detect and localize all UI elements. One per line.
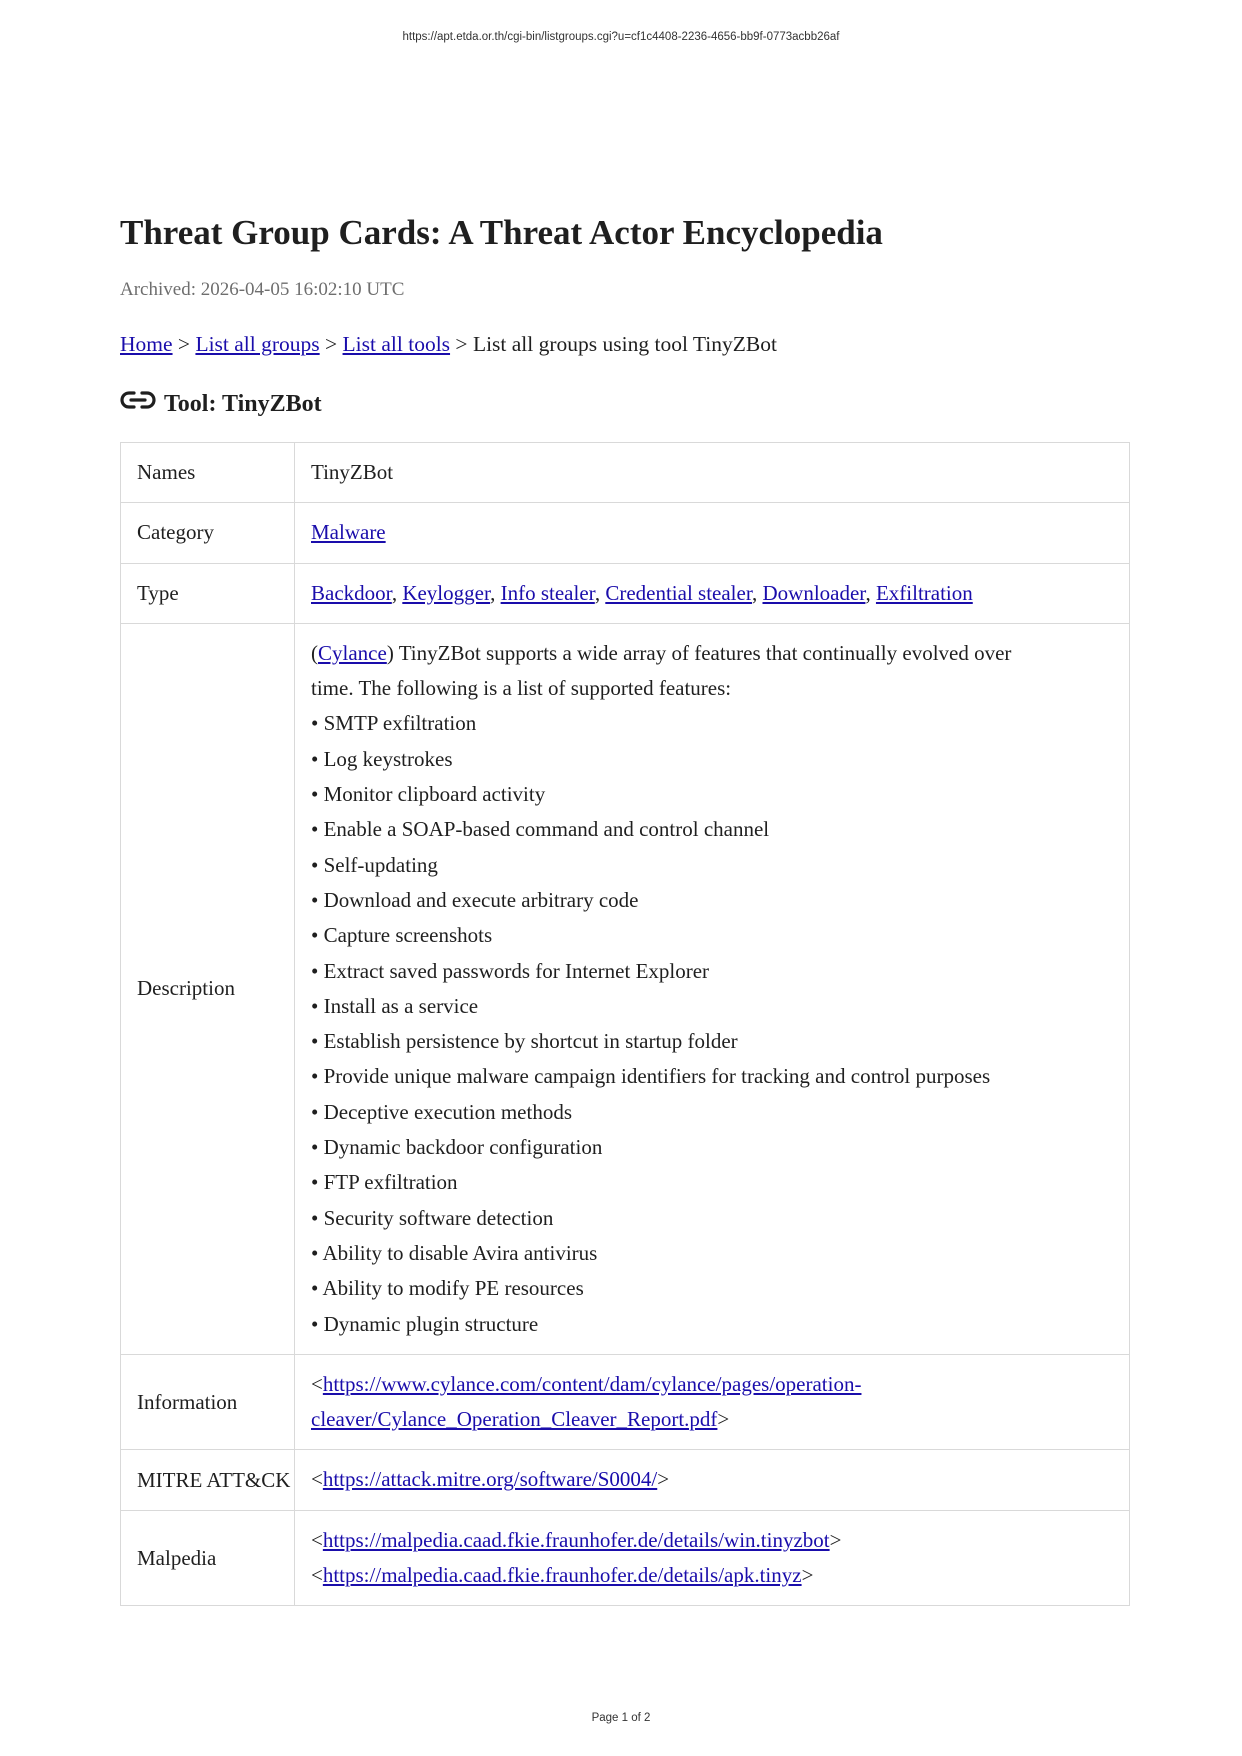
information-link-continued[interactable]: cleaver/Cylance_Operation_Cleaver_Report.pdf [311, 1407, 718, 1432]
information-value [295, 1354, 1130, 1450]
feature-item: • Dynamic backdoor configuration [311, 1135, 603, 1160]
description-intro-text: TinyZBot supports a wide array of features that continually evolved over [398, 640, 1012, 665]
type-label: Type [121, 563, 295, 623]
breadcrumb-list-tools-link[interactable]: List all tools [342, 332, 451, 356]
malpedia-link-line: <https://malpedia.caad.fkie.fraunhofer.de/details/win.tinyzbot> [311, 1527, 842, 1552]
archived-timestamp: Archived: 2026-04-05 16:02:10 UTC [120, 279, 405, 300]
feature-item: • Monitor clipboard activity [311, 782, 546, 807]
malpedia-link[interactable]: https://malpedia.caad.fkie.fraunhofer.de/details/apk.tinyz [322, 1563, 802, 1588]
feature-item: • Extract saved passwords for Internet Explorer [311, 958, 710, 983]
feature-item: • Enable a SOAP-based command and control channel [311, 817, 770, 842]
names-value: TinyZBot [295, 443, 1130, 503]
table-row-malpedia [121, 1510, 1130, 1606]
print-footer-page-number: Page 1 of 2 [591, 1712, 651, 1724]
mitre-value: <https://attack.mitre.org/software/S0004/> [295, 1450, 1130, 1510]
feature-item: • Establish persistence by shortcut in startup folder [311, 1029, 738, 1054]
table-row-category [121, 503, 1130, 563]
type-separator: , [865, 580, 876, 605]
category-malware-link[interactable]: Malware [311, 520, 386, 545]
description-intro-line-2: time. The following is a list of supported features: [311, 676, 732, 701]
mitre-label: MITRE ATT&CK [121, 1450, 295, 1510]
category-value [295, 503, 1130, 563]
type-separator: , [490, 580, 501, 605]
information-label: Information [121, 1354, 295, 1450]
type-separator: , [751, 580, 763, 605]
feature-item: • Ability to disable Avira antivirus [311, 1240, 598, 1265]
information-link-line-2: cleaver/Cylance_Operation_Cleaver_Report.pdf> [311, 1407, 730, 1432]
tool-heading-text: Tool: TinyZBot [164, 391, 322, 417]
feature-item: • Dynamic plugin structure [311, 1311, 539, 1336]
feature-item: • FTP exfiltration [311, 1170, 458, 1195]
breadcrumb [120, 329, 1130, 359]
description-value [295, 623, 1130, 1354]
type-separator: , [594, 580, 606, 605]
mitre-link[interactable]: https://attack.mitre.org/software/S0004/ [322, 1467, 658, 1492]
malpedia-label: Malpedia [121, 1510, 295, 1606]
table-row-type [121, 563, 1130, 623]
table-row-names [121, 443, 1130, 503]
table-row-mitre [121, 1450, 1130, 1510]
type-link[interactable]: Backdoor [311, 580, 392, 605]
feature-item: • Capture screenshots [311, 923, 493, 948]
feature-item: • Ability to modify PE resources [311, 1276, 584, 1301]
feature-item: • Security software detection [311, 1205, 554, 1230]
malpedia-link[interactable]: https://malpedia.caad.fkie.fraunhofer.de/details/win.tinyzbot [322, 1527, 830, 1552]
description-source-link[interactable]: Cylance [318, 640, 387, 665]
page-content [120, 210, 1130, 1606]
breadcrumb-separator: > [450, 332, 473, 356]
names-label: Names [121, 443, 295, 503]
page-title: Threat Group Cards: A Threat Actor Encyclopedia [120, 213, 883, 252]
print-header-url: https://apt.etda.or.th/cgi-bin/listgroups.cgi?u=cf1c4408-2236-4656-bb9f-0773acbb26af [402, 31, 840, 43]
breadcrumb-separator: > [172, 332, 196, 356]
information-link[interactable]: https://www.cylance.com/content/dam/cylance/pages/operation- [322, 1371, 862, 1396]
table-row-information [121, 1354, 1130, 1450]
table-row-description [121, 623, 1130, 1354]
feature-item: • Log keystrokes [311, 746, 453, 771]
type-link[interactable]: Downloader [762, 580, 866, 605]
information-link-line: <https://www.cylance.com/content/dam/cylance/pages/operation- [311, 1371, 862, 1396]
feature-item: • SMTP exfiltration [311, 711, 477, 736]
breadcrumb-current: List all groups using tool TinyZBot [472, 332, 777, 356]
link-icon[interactable] [120, 388, 156, 412]
description-intro-line: (Cylance) TinyZBot supports a wide array of features that continually evolved over [311, 640, 1012, 665]
type-link[interactable]: Info stealer [500, 580, 595, 605]
tool-card-table [120, 442, 1130, 1606]
tool-heading [120, 391, 1130, 418]
description-label: Description [121, 623, 295, 1354]
type-separator: , [391, 580, 403, 605]
feature-item: • Deceptive execution methods [311, 1099, 573, 1124]
malpedia-link-line: <https://malpedia.caad.fkie.fraunhofer.de/details/apk.tinyz> [311, 1563, 814, 1588]
feature-item: • Self-updating [311, 852, 438, 877]
type-link[interactable]: Keylogger [402, 580, 491, 605]
type-link[interactable]: Exfiltration [875, 580, 973, 605]
feature-item: • Install as a service [311, 993, 479, 1018]
feature-item: • Download and execute arbitrary code [311, 887, 639, 912]
malpedia-value [295, 1510, 1130, 1606]
breadcrumb-list-groups-link[interactable]: List all groups [195, 332, 320, 356]
breadcrumb-separator: > [319, 332, 343, 356]
category-label: Category [121, 503, 295, 563]
breadcrumb-home-link[interactable]: Home [120, 332, 173, 356]
feature-item: • Provide unique malware campaign identifiers for tracking and control purposes [311, 1064, 991, 1089]
type-value [295, 563, 1130, 623]
type-link[interactable]: Credential stealer [605, 580, 752, 605]
